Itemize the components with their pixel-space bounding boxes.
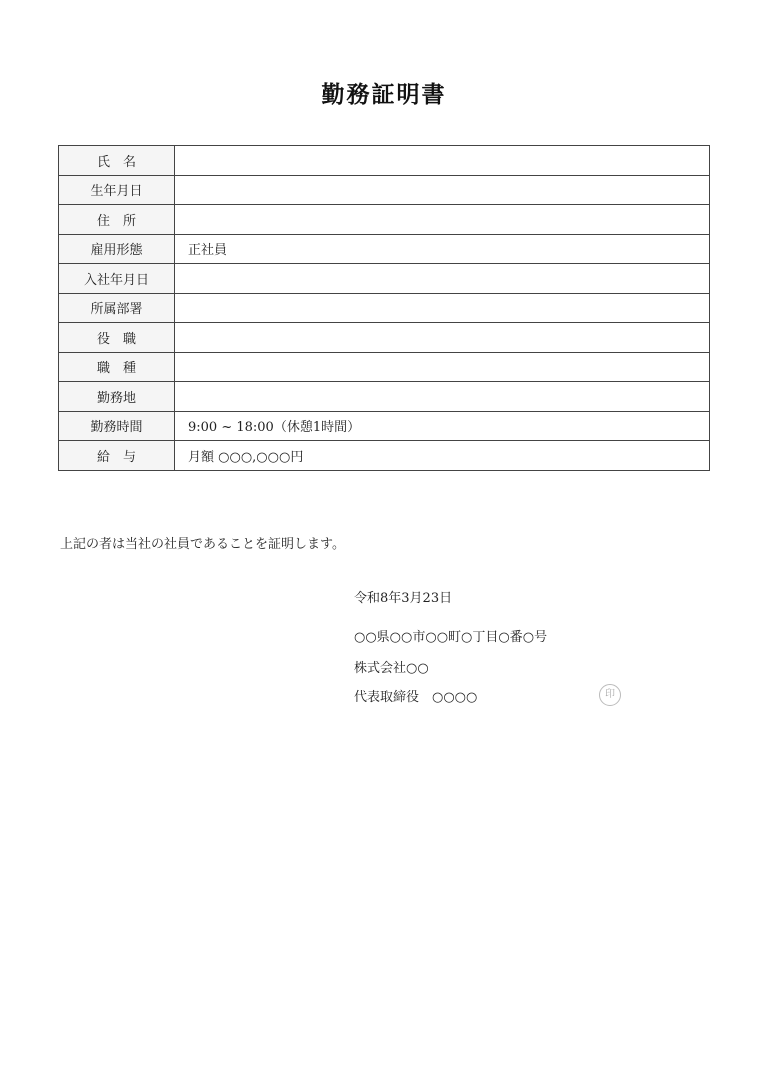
row-label: 住 所: [59, 205, 175, 235]
row-label: 氏 名: [59, 146, 175, 176]
company-name: 株式会社○○: [354, 661, 429, 676]
table-row: [59, 352, 710, 382]
seal-stamp-icon: 印: [599, 684, 621, 706]
row-value: [175, 323, 710, 353]
representative-name: 代表取締役 ○○○○: [354, 690, 478, 705]
row-value: [175, 264, 710, 294]
row-label: 所属部署: [59, 293, 175, 323]
row-value: 月額 ○○○,○○○円: [175, 441, 710, 471]
row-label: 役 職: [59, 323, 175, 353]
table-row: [59, 205, 710, 235]
row-label: 勤務地: [59, 382, 175, 412]
certificate-table: [58, 145, 710, 471]
table-row: [59, 293, 710, 323]
certification-statement: 上記の者は当社の社員であることを証明します。: [60, 537, 345, 552]
row-label: 給 与: [59, 441, 175, 471]
row-value: [175, 382, 710, 412]
table-row: [59, 264, 710, 294]
table-row: [59, 175, 710, 205]
row-value: 9:00 ~ 18:00（休憩1時間）: [175, 411, 710, 441]
row-value: [175, 205, 710, 235]
table-row: [59, 382, 710, 412]
row-label: 職 種: [59, 352, 175, 382]
issue-date: 令和8年3月23日: [354, 591, 453, 606]
table-row: [59, 323, 710, 353]
row-value: [175, 293, 710, 323]
table-row: [59, 234, 710, 264]
row-label: 入社年月日: [59, 264, 175, 294]
document-title: 勤務証明書: [321, 81, 447, 108]
row-value: 正社員: [175, 234, 710, 264]
row-label: 勤務時間: [59, 411, 175, 441]
row-value: [175, 352, 710, 382]
row-value: [175, 175, 710, 205]
company-address: ○○県○○市○○町○丁目○番○号: [354, 630, 548, 645]
row-label: 雇用形態: [59, 234, 175, 264]
table-row: [59, 411, 710, 441]
row-label: 生年月日: [59, 175, 175, 205]
row-value: [175, 146, 710, 176]
table-row: [59, 441, 710, 471]
table-row: [59, 146, 710, 176]
